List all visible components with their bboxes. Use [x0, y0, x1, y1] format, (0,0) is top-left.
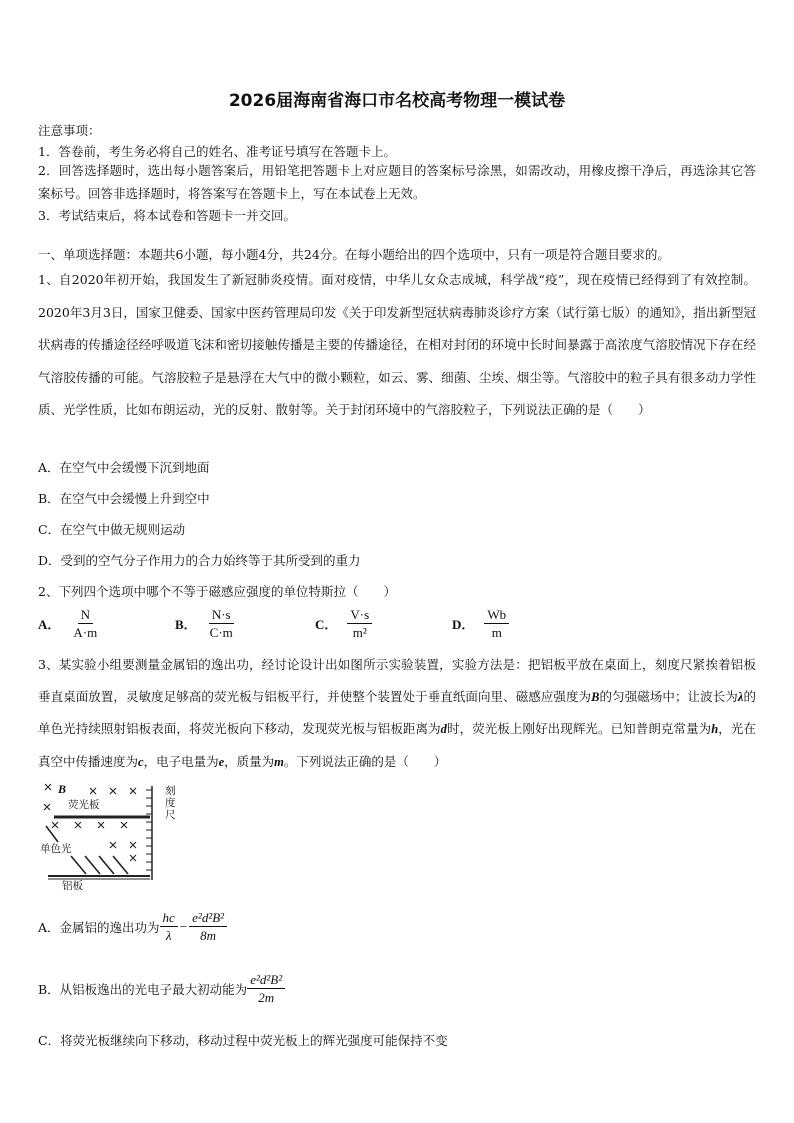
diagram-label-light: 单色光	[40, 843, 72, 855]
numerator: Wb	[484, 607, 509, 624]
fraction	[484, 607, 509, 640]
fraction	[70, 607, 100, 640]
denominator: C·m	[209, 625, 233, 640]
question-2-stem: 2、下列四个选项中哪个不等于磁感应强度的单位特斯拉（ ）	[38, 584, 396, 599]
question-3-option-b	[38, 972, 285, 1005]
notes-heading: 注意事项：	[38, 123, 101, 138]
notes-item-1: 1．答卷前，考生务必将自己的姓名、准考证号填写在答题卡上。	[38, 144, 396, 159]
fraction	[347, 607, 372, 640]
denominator: m²	[352, 625, 367, 640]
question-3-option-c: C．将荧光板继续向下移动，移动过程中荧光板上的辉光强度可能保持不变	[38, 1033, 448, 1048]
numerator: hc	[160, 910, 178, 927]
notes-item-3: 3．考试结束后，将本试卷和答题卡一并交回。	[38, 208, 296, 223]
minus-sign: −	[179, 918, 188, 934]
diagram-label-plate: 铝板	[62, 880, 83, 892]
diagram-label-b: B	[58, 782, 67, 796]
question-2-option-b	[175, 607, 236, 640]
numerator: e²d²B²	[189, 910, 227, 927]
page-title: 2026届海南省海口市名校高考物理一模试卷	[228, 91, 566, 111]
section-heading: 一、单项选择题：本题共6小题，每小题4分，共24分。在每小题给出的四个选项中，只有一项是符合题目要求的。	[38, 247, 670, 262]
ruler-char: 度	[165, 797, 176, 809]
numerator: N·s	[209, 607, 234, 624]
stem-text: ，质量为	[224, 753, 275, 769]
option-label: A．	[38, 617, 61, 632]
question-2-option-d	[452, 607, 509, 640]
numerator: V·s	[347, 607, 372, 624]
notes-item-2: 2．回答选择题时，选出每小题答案后，用铅笔把答题卡上对应题目的答案标号涂黑，如需改动，用橡皮擦干净后，再选涂其它答案标号。回答非选择题时，将答案写在答题卡上，写在本试卷上无效。	[38, 163, 756, 201]
stem-text: 。下列说法正确的是（ ）	[283, 753, 447, 769]
stem-text: ，电子电量为	[143, 753, 219, 769]
question-2-option-c	[315, 607, 372, 640]
question-1-stem: 1、自2020年初开始，我国发生了新冠肺炎疫情。面对疫情，中华儿女众志成城，科学战“疫”，现在疫情已经得到了有效控制。2020年3月3日，国家卫健委、国家中医药管理局印发《关于印发新型冠状病毒肺炎诊疗方案（试行第七版）的通知》，指出新型冠状病毒的传播途径经呼吸道飞沫和密切接触传播是主要的传播途径，在相对封闭的环境中长时间暴露于高浓度气溶胶情况下存在经气溶胶传播的可能。气溶胶粒子是悬浮在大气中的微小颗粒，如云、雾、细菌、尘埃、烟尘等。气溶胶中的粒子具有很多动力学性质、光学性质，比如布朗运动，光的反射、散射等。关于封闭环境中的气溶胶粒子，下列说法正确的是（ ）	[38, 272, 756, 417]
question-3-stem	[38, 649, 756, 778]
symbol-e: e	[218, 754, 225, 769]
numerator: e²d²B²	[247, 972, 285, 989]
denominator: A·m	[73, 625, 98, 640]
option-text: B．从铝板逸出的光电子最大初动能为	[38, 981, 248, 997]
option-label: B．	[175, 617, 197, 632]
stem-text: 的匀强磁场中；让波长为	[599, 688, 738, 704]
symbol-d: d	[440, 722, 447, 736]
question-3-option-a	[38, 910, 227, 943]
formula	[247, 972, 285, 1005]
symbol-b: B	[591, 689, 600, 704]
symbol-lambda: λ	[737, 689, 744, 704]
fraction	[207, 607, 236, 640]
diagram-label-ruler	[165, 784, 178, 821]
option-text: A．金属铝的逸出功为	[38, 919, 160, 935]
denominator: m	[491, 625, 502, 640]
ruler-char: 尺	[165, 809, 176, 821]
question-1-option-d: D．受到的空气分子作用力的合力始终等于其所受到的重力	[38, 553, 361, 568]
question-1-option-c: C．在空气中做无规则运动	[38, 522, 186, 537]
denominator: 8m	[200, 928, 217, 943]
question-1-option-b: B．在空气中会缓慢上升到空中	[38, 491, 210, 506]
formula	[160, 910, 228, 943]
fraction	[247, 972, 285, 1005]
option-label: C．	[315, 617, 338, 632]
experiment-diagram	[38, 780, 178, 892]
symbol-c: c	[138, 754, 144, 769]
denominator: λ	[165, 928, 172, 943]
option-label: D．	[452, 617, 475, 632]
fraction	[189, 910, 227, 943]
symbol-m: m	[274, 754, 284, 769]
fraction	[160, 910, 178, 943]
question-1-option-a: A．在空气中会缓慢下沉到地面	[38, 460, 210, 475]
denominator: 2m	[258, 990, 275, 1005]
question-2-option-a	[38, 607, 100, 640]
stem-text: ，光在真空中传播速度为	[38, 721, 756, 769]
numerator: N	[78, 607, 93, 624]
diagram-label-screen: 荧光板	[68, 799, 100, 811]
symbol-h: h	[711, 722, 719, 736]
ruler-char: 刻	[165, 785, 176, 797]
stem-text: 时，荧光板上刚好出现辉光。已知普朗克常量为	[446, 721, 712, 736]
stem-text: 3、某实验小组要测量金属铝的逸出功，经讨论设计出如图所示实验装置，实验方法是：把铝板平放在桌面上，刻度尺紧挨着铝板垂直桌面放置，灵敏度足够高的荧光板与铝板平行，并使整个装置处于垂直纸面向里、磁感应强度为	[38, 657, 756, 704]
stem-text: 的单色光持续照射铝板表面，将荧光板向下移动，发现荧光板与铝板距离为	[38, 688, 756, 736]
